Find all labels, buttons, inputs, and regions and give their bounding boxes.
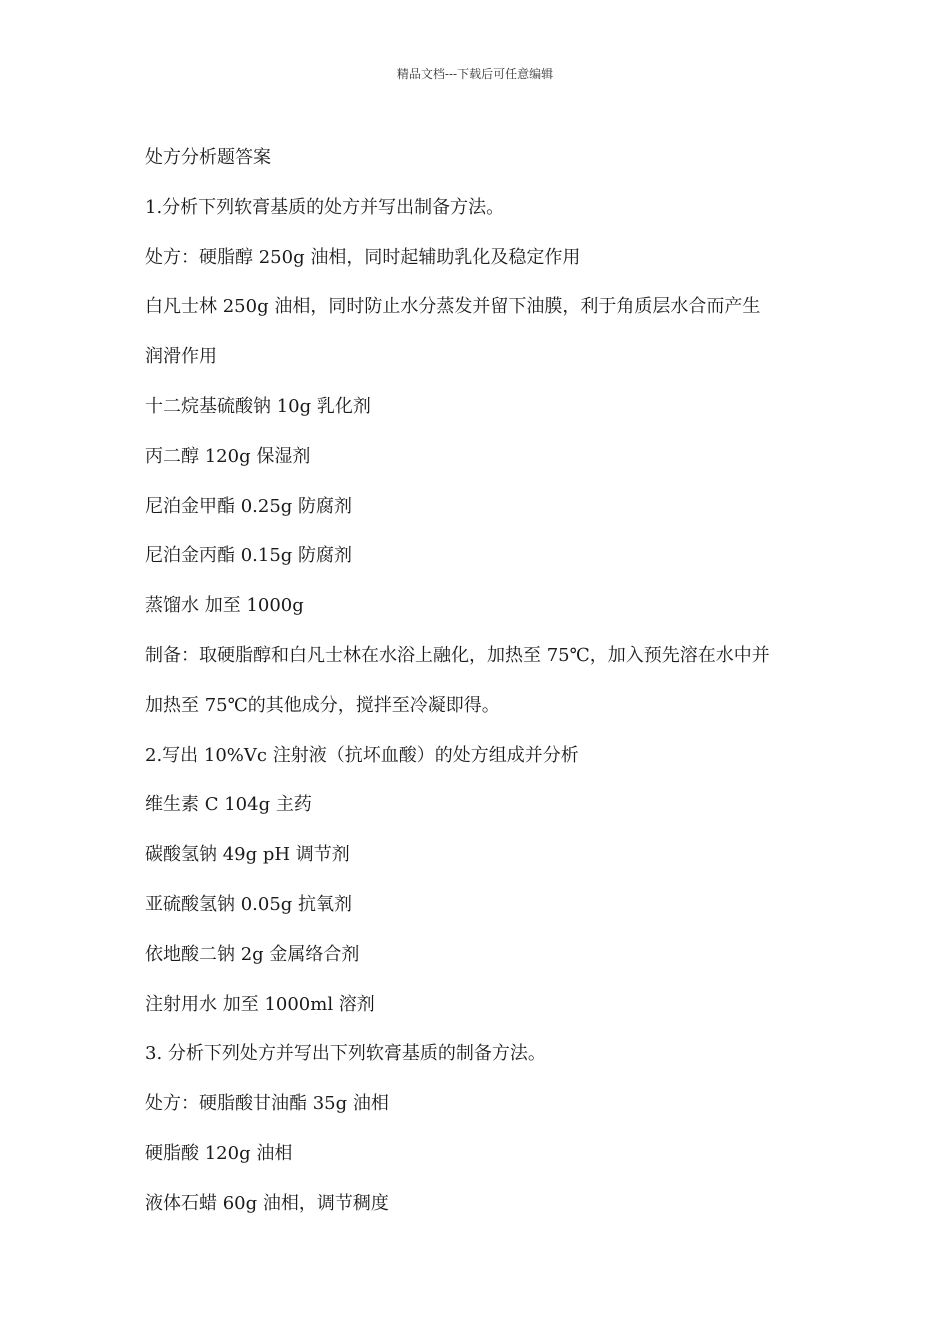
text-line: 处方：硬脂醇 250g 油相，同时起辅助乳化及稳定作用 [145,246,581,268]
text-line: 依地酸二钠 2g 金属络合剂 [145,943,360,965]
document-body [145,133,810,1229]
page-header: 精品文档---下载后可任意编辑 [396,67,554,81]
text-line: 白凡士林 250g 油相，同时防止水分蒸发并留下油膜，利于角质层水合而产生 [145,296,761,318]
text-line: 亚硫酸氢钠 0.05g 抗氧剂 [145,893,353,915]
text-line: 加热至 75℃的其他成分，搅拌至冷凝即得。 [145,694,500,716]
document-title: 处方分析题答案 [145,147,271,168]
text-line: 硬脂酸 120g 油相 [145,1142,293,1164]
text-line: 润滑作用 [145,346,217,368]
text-line: 维生素 C 104g 主药 [145,794,312,816]
text-line: 处方：硬脂酸甘油酯 35g 油相 [145,1093,389,1115]
text-line: 液体石蜡 60g 油相，调节稠度 [145,1192,389,1214]
text-line: 丙二醇 120g 保湿剂 [145,445,311,467]
text-line: 十二烷基硫酸钠 10g 乳化剂 [145,395,371,417]
question-1-heading: 1.分析下列软膏基质的处方并写出制备方法。 [145,196,505,218]
text-line: 注射用水 加至 1000ml 溶剂 [145,993,375,1015]
text-line: 蒸馏水 加至 1000g [145,595,304,617]
text-line: 尼泊金丙酯 0.15g 防腐剂 [145,545,353,567]
question-3-heading: 3. 分析下列处方并写出下列软膏基质的制备方法。 [145,1043,546,1065]
question-2-heading: 2.写出 10%Vc 注射液（抗坏血酸）的处方组成并分析 [145,744,579,766]
text-line: 尼泊金甲酯 0.25g 防腐剂 [145,495,353,517]
text-line: 碳酸氢钠 49g pH 调节剂 [145,844,350,866]
text-line: 制备：取硬脂醇和白凡士林在水浴上融化，加热至 75℃，加入预先溶在水中并 [145,644,770,666]
